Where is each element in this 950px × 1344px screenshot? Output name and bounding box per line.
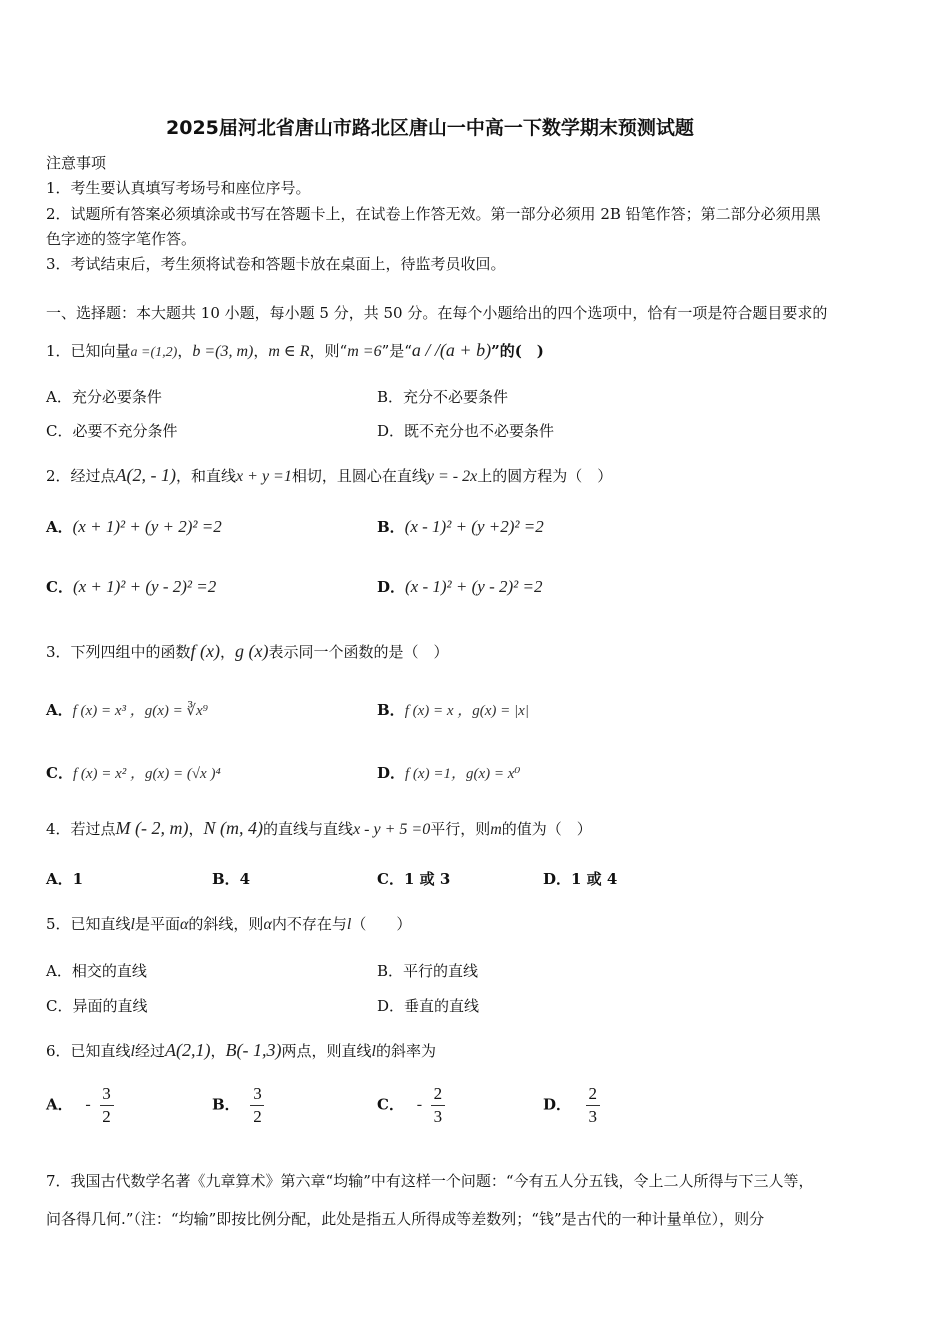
q1-text: ”是“: [381, 342, 412, 360]
fraction-bar: [586, 1105, 600, 1106]
notice-heading: 注意事项: [46, 154, 107, 172]
q2-text: 相切，且圆心在直线: [291, 467, 427, 485]
option-math: (x - 1)² + (y +2)² =2: [404, 517, 544, 536]
question-7-line: 7．我国古代数学名著《九章算术》第六章“均输”中有这样一个问题：“今有五人分五钱，令上二人所得与下三人等，: [46, 1172, 814, 1190]
option-label: C．: [46, 578, 73, 596]
q4-math-m: m: [490, 821, 502, 838]
option-math: (x + 1)² + (y + 2)² =2: [72, 517, 222, 536]
option-label: A．: [46, 518, 73, 536]
q3-option-d: [377, 762, 520, 783]
denominator: 3: [433, 1106, 443, 1126]
q6-math-A: A(2,1): [165, 1040, 211, 1060]
notice-item: 2．试题所有答案必须填涂或书写在答题卡上，在试卷上作答无效。第一部分必须用 2B 铅笔作答；第二部分必须用黑: [46, 205, 821, 223]
denominator: 2: [253, 1106, 262, 1126]
q5-option-b: B．平行的直线: [377, 962, 479, 980]
notice-item: 3．考试结束后，考生须将试卷和答题卡放在桌面上，待监考员收回。: [46, 255, 506, 273]
q2-math-point: A(2, - 1): [115, 465, 177, 485]
fraction: [100, 1085, 114, 1126]
q1-math-c: m =6: [347, 343, 382, 360]
option-label: B．: [377, 518, 405, 536]
fraction-bar: [250, 1105, 264, 1106]
option-label: A．: [46, 1095, 73, 1114]
q5-text: 内不存在与: [271, 915, 347, 933]
q5-math-l: l: [130, 916, 135, 933]
notice-item: 色字迹的签字笔作答。: [46, 230, 197, 248]
option-label: B．: [212, 1095, 240, 1114]
fraction: [586, 1085, 600, 1126]
q1-math-a: a =(1,2): [130, 345, 178, 360]
minus-sign: -: [85, 1096, 91, 1114]
q1-option-b: B．充分不必要条件: [377, 388, 509, 406]
q4-option-c: C．1 或 3: [377, 870, 451, 888]
q2-math-center-line: y = - 2x: [426, 468, 478, 485]
q5-option-c: C．异面的直线: [46, 997, 148, 1015]
q3-math-f: f (x): [190, 641, 221, 661]
option-math: f (x) =1，g(x) = x⁰: [405, 766, 521, 782]
q2-text: ，和直线: [176, 467, 237, 485]
q4-text: 平行，则: [430, 820, 491, 838]
q1-sep: ，: [177, 342, 193, 360]
option-math: f (x) = x ，g(x) = |x|: [404, 703, 529, 719]
q2-text: 2．经过点: [46, 467, 116, 485]
q3-text: 3．下列四组中的函数: [46, 643, 191, 661]
q6-option-c: [377, 1085, 445, 1126]
q5-math-l: l: [346, 916, 352, 933]
q5-option-a: A．相交的直线: [46, 962, 147, 980]
q4-text: 4．若过点: [46, 820, 116, 838]
minus-sign: -: [416, 1096, 423, 1114]
q4-math-M: M (- 2, m): [115, 818, 189, 838]
q4-option-b: B．4: [212, 870, 251, 888]
numerator: 3: [102, 1084, 111, 1103]
option-label: A．: [46, 701, 73, 719]
option-label: D．: [377, 764, 406, 782]
q1-text: ”的( ): [491, 342, 544, 360]
q2-text: 上的圆方程为（ ）: [477, 467, 613, 485]
q6-text: 两点，则直线: [281, 1042, 372, 1060]
q4-math-N: N (m, 4): [203, 818, 264, 838]
section-heading: 一、选择题：本大题共 10 小题，每小题 5 分，共 50 分。在每个小题给出的四个选项中，恰有一项是符合题目要求的: [46, 304, 828, 322]
page-title: 2025届河北省唐山市路北区唐山一中高一下数学期末预测试题: [166, 117, 694, 139]
question-5-stem: [46, 913, 411, 934]
option-label: D．: [543, 1095, 572, 1114]
q4-option-d: D．1 或 4: [543, 870, 618, 888]
option-math: (x + 1)² + (y - 2)² =2: [72, 577, 217, 596]
question-2-stem: [46, 465, 612, 486]
fraction-bar: [431, 1105, 445, 1106]
q3-text: 表示同一个函数的是（ ）: [268, 643, 449, 661]
question-1-stem: [46, 340, 544, 361]
q6-text: 的斜率为: [375, 1042, 436, 1060]
option-math: f (x) = x² ，g(x) = (√x )⁴: [72, 766, 221, 782]
q3-option-a: [46, 699, 208, 720]
fraction-bar: [100, 1105, 114, 1106]
q6-sep: ，: [210, 1042, 226, 1060]
q1-option-a: A．充分必要条件: [46, 388, 162, 406]
q5-option-d: D．垂直的直线: [377, 997, 480, 1015]
q5-math-alpha: α: [180, 916, 189, 933]
q5-math-alpha: α: [263, 916, 272, 933]
option-label: B．: [377, 701, 405, 719]
q1-math-d: a / /(a + b): [411, 340, 492, 360]
q1-option-d: D．既不充分也不必要条件: [377, 422, 555, 440]
q4-math-line: x - y + 5 =0: [353, 821, 431, 838]
q1-sep: ，: [253, 342, 269, 360]
q1-text: 1．已知向量: [46, 342, 131, 360]
q3-option-b: [377, 699, 529, 720]
numerator: 2: [433, 1084, 443, 1103]
option-label: D．: [377, 578, 406, 596]
q4-option-a: A．1: [46, 870, 84, 888]
numerator: 3: [253, 1084, 262, 1103]
question-6-stem: [46, 1040, 436, 1061]
option-label: C．: [46, 764, 73, 782]
fraction: [250, 1085, 264, 1126]
q6-option-a: [46, 1085, 114, 1126]
q3-sep: ，: [220, 643, 236, 661]
q6-option-d: [543, 1085, 600, 1126]
q1-math-m: m ∈ R: [268, 343, 310, 360]
q4-sep: ，: [188, 820, 204, 838]
q4-text: 的值为（ ）: [501, 820, 592, 838]
q6-text: 经过: [135, 1042, 166, 1060]
q4-text: 的直线与直线: [263, 820, 354, 838]
q6-option-b: [212, 1085, 264, 1126]
q2-math-line: x + y =1: [236, 468, 292, 485]
option-math: f (x) = x³ ，g(x) = ∛x⁹: [72, 703, 208, 719]
question-4-stem: [46, 818, 592, 839]
fraction: [431, 1085, 445, 1126]
q6-math-l: l: [130, 1043, 135, 1060]
q6-math-l: l: [371, 1043, 376, 1060]
q2-option-c: [46, 576, 216, 597]
q2-option-d: [377, 576, 542, 597]
q6-math-B: B(- 1,3): [225, 1040, 282, 1060]
q2-option-a: [46, 516, 222, 537]
option-label: C．: [377, 1095, 404, 1114]
denominator: 2: [102, 1106, 111, 1126]
option-math: (x - 1)² + (y - 2)² =2: [405, 577, 543, 596]
q1-math-b: b =(3, m): [192, 343, 254, 360]
q3-option-c: [46, 762, 221, 783]
q1-text: ，则“: [309, 342, 348, 360]
q5-text: （ ）: [351, 915, 412, 933]
question-7-line: 问各得几何.”（注：“均输”即按比例分配，此处是指五人所得成等差数列；“钱”是古代的一种计量单位），则分: [46, 1210, 765, 1228]
q3-math-g: g (x): [235, 641, 269, 661]
denominator: 3: [588, 1106, 598, 1126]
question-3-stem: [46, 641, 449, 662]
q1-option-c: C．必要不充分条件: [46, 422, 178, 440]
q5-text: 的斜线，则: [188, 915, 264, 933]
q5-text: 5．已知直线: [46, 915, 131, 933]
q5-text: 是平面: [135, 915, 181, 933]
notice-item: 1．考生要认真填写考场号和座位序号。: [46, 179, 311, 197]
q6-text: 6．已知直线: [46, 1042, 131, 1060]
q2-option-b: [377, 516, 544, 537]
numerator: 2: [588, 1084, 598, 1103]
